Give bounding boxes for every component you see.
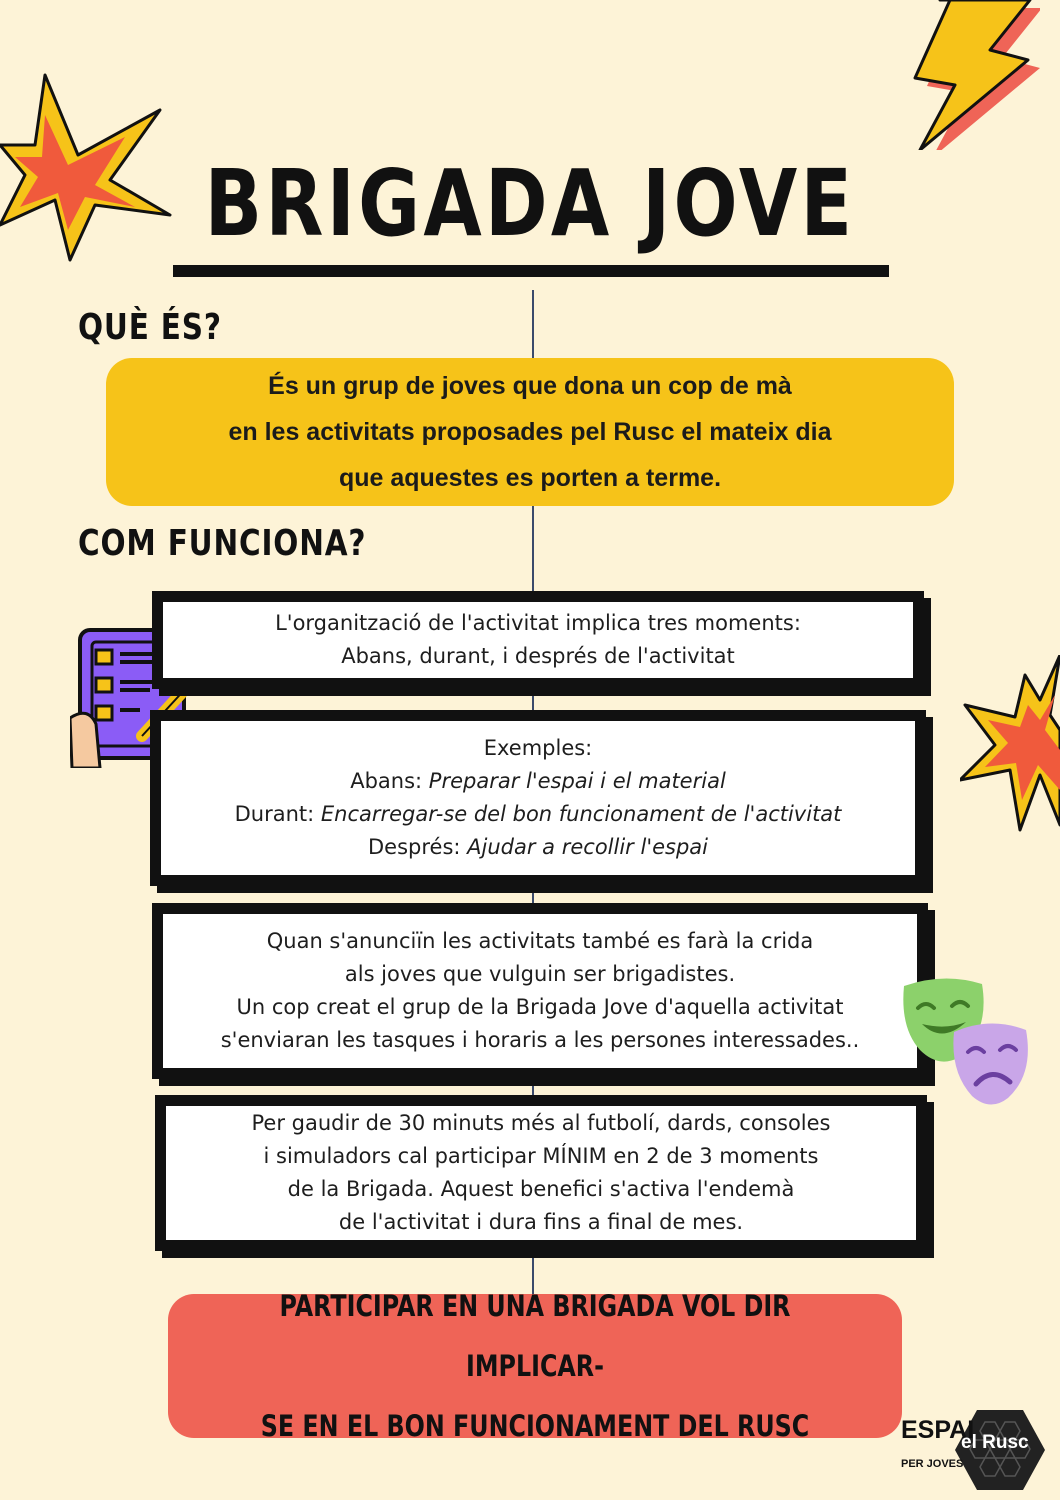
info-card-examples xyxy=(150,710,926,886)
info-card-call xyxy=(152,903,928,1079)
example-during xyxy=(235,798,842,831)
section-heading-what: QUÈ ÉS? xyxy=(78,307,222,348)
example-label: Després: xyxy=(368,835,468,859)
example-before xyxy=(350,765,726,798)
explosion-icon xyxy=(960,655,1060,835)
example-text: Encarregar-se del bon funcionament de l'activitat xyxy=(320,802,842,826)
title-underline xyxy=(173,265,889,277)
example-label: Durant: xyxy=(234,802,321,826)
logo-per-joves-text: PER JOVES xyxy=(901,1458,964,1470)
card-text: i simuladors cal participar MÍNIM en 2 de 3 moments xyxy=(263,1144,819,1168)
espai-el-rusc-logo xyxy=(895,1408,1055,1488)
closing-banner-text: PARTICIPAR EN UNA BRIGADA VOL DIR IMPLICAR- SE EN EL BON FUNCIONAMENT DEL RUSC xyxy=(260,1289,810,1443)
closing-banner xyxy=(168,1289,902,1443)
card-text: Quan s'anunciïn les activitats també es farà la crida xyxy=(266,929,814,953)
example-text: Ajudar a recollir l'espai xyxy=(467,835,708,859)
card-text: Un cop creat el grup de la Brigada Jove d'aquella activitat xyxy=(236,995,844,1019)
card-text: Abans, durant, i després de l'activitat xyxy=(341,644,735,668)
card-text: de l'activitat i dura fins a final de mes. xyxy=(338,1210,744,1234)
section-heading-how: COM FUNCIONA? xyxy=(78,523,367,564)
definition-text: És un grup de joves que dona un cop de mà en les activitats proposades pel Rusc el mateix dia que aquestes es porten a terme. xyxy=(228,372,832,492)
card-text: s'enviaran les tasques i horaris a les persones interessades.. xyxy=(220,1028,860,1052)
card-text: als joves que vulguin ser brigadistes. xyxy=(344,962,736,986)
example-label: Abans: xyxy=(350,769,429,793)
lightning-icon xyxy=(880,0,1040,150)
theatre-masks-icon xyxy=(898,972,1038,1114)
info-card-benefit xyxy=(155,1095,927,1251)
explosion-icon xyxy=(0,65,175,265)
card-heading: Exemples: xyxy=(483,736,593,760)
page-title: BRIGADA JOVE xyxy=(204,150,856,257)
card-text: L'organització de l'activitat implica tres moments: xyxy=(275,611,801,635)
example-text: Preparar l'espai i el material xyxy=(428,769,726,793)
definition-box xyxy=(106,358,954,506)
logo-el-rusc-text: el Rusc xyxy=(961,1432,1029,1453)
logo-espai-text: ESPAI xyxy=(901,1416,975,1444)
info-card-moments xyxy=(152,591,924,689)
card-text: de la Brigada. Aquest benefici s'activa l'endemà xyxy=(287,1177,795,1201)
example-after xyxy=(368,831,708,864)
card-text: Per gaudir de 30 minuts més al futbolí, dards, consoles xyxy=(251,1111,831,1135)
